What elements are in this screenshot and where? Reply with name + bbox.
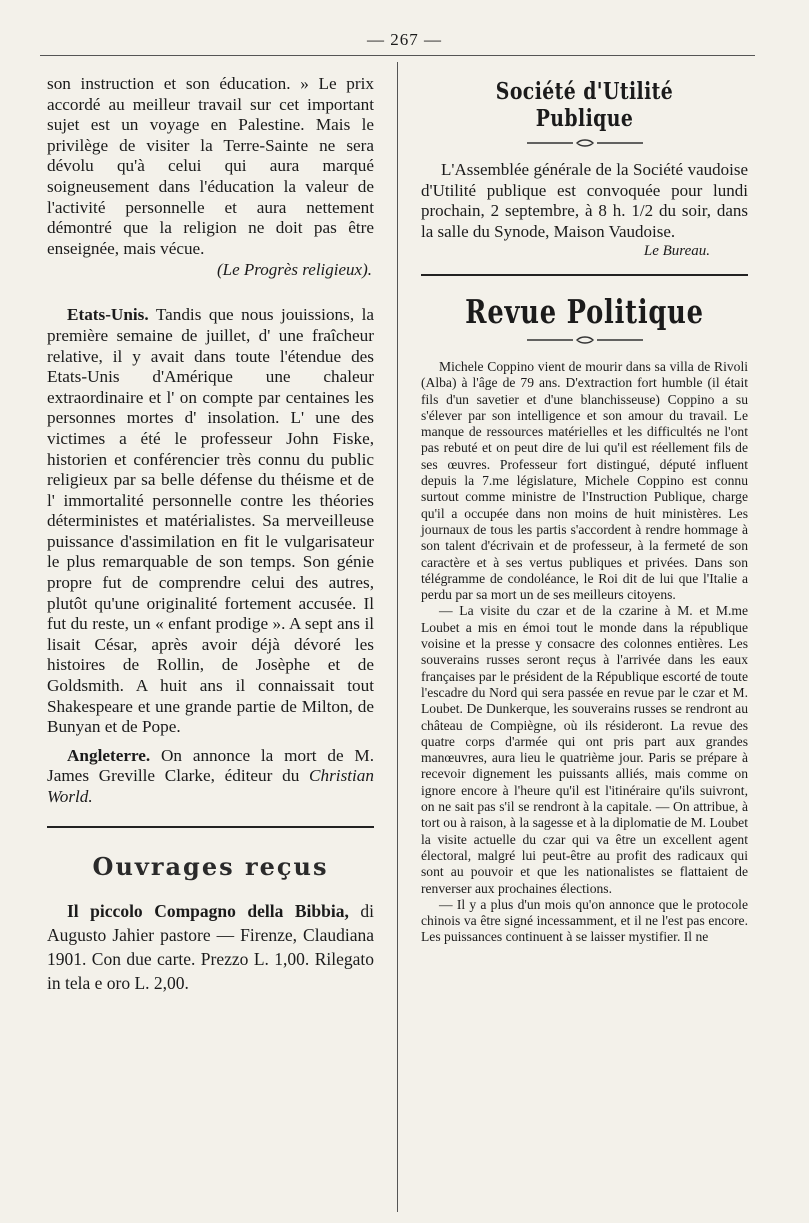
ouvrages-recus-heading: Ouvrages reçus [92,851,329,881]
societe-notice: L'Assemblée générale de la Société vaudoise d'Utilité publique est convoquée pour lundi prochain, 2 septembre, à 8 h. 1/2 du soir, dans la salle du Synode, Maison Vaudoise. [421,160,748,241]
christian-world-title: Christian World. [47,766,374,806]
angleterre-heading: Angleterre. [67,745,151,765]
section-rule [421,274,748,276]
column-divider [397,62,398,1212]
revue-paragraph-czar: — La visite du czar et de la czarine à M. et M.me Loubet a mis en émoi tout le monde dans la république voisine et la presse y consacre des colonnes entières. Les souverains russes seront reçus à l'arrivée dans les eaux françaises par le président de la République escorté de toute l'escadre du Nord qui sera passée en revue par le czar et M. Loubet. De Dunkerque, les souverains russes se rendront au château de Compiègne, où ils résideront. La revue des quatre corps d'armée qui ont pris part aux grandes manœuvres, aura lieu le quatrième jour. Paris se prépare à recevoir dignement les puissants alliés, mais comme on ignore encore à l'heure qu'il est l'itinéraire qu'ils suivront, on ne sait pas s'il se rendront à la capitale. — On attribue, à tort ou à raison, à la sagesse et à la diplomatie de M. Loubet la visite actuelle du czar qui va être un excellent agent électoral, malgré lui peut-être au profit des radicaux qui sont au pouvoir et que les nationalistes se flattaient de renverser aux prochaines élections. [421,603,748,896]
revue-paragraph-chinese-protocol: — Il y a plus d'un mois qu'on annonce que le protocole chinois va être signé incessamment, et il ne l'est pas encore. Les puissances continuent à se laisser mystifier. Il ne [421,896,748,945]
ornamental-swash-icon [525,138,645,148]
ornamental-swash-icon [525,335,645,345]
header-rule [40,55,755,56]
angleterre-paragraph [47,746,374,808]
angleterre-body: On annonce la mort de M. James Greville Clarke, éditeur du [47,745,374,786]
continued-paragraph: son instruction et son éducation. » Le prix accordé au meilleur travail sur cet important sujet est un voyage en Palestine. Mais le privilège de visiter la Terre-Sainte ne sera dévolu qu'à celui qui aura marqué soigneusement dans l'éducation la valeur de l'activité personnelle et aura nettement démontré que la religion ne doit pas être enseignée, mais vécue. [47,74,374,258]
revue-politique-heading: Revue Politique [465,292,704,331]
etats-unis-paragraph [47,305,374,737]
source-attribution: (Le Progrès religieux). [216,260,372,280]
right-column [421,74,748,946]
book-notice [47,899,374,995]
revue-paragraph-coppino: Michele Coppino vient de mourir dans sa villa de Rivoli (Alba) à l'âge de 79 ans. D'extraction fort humble (il était fils d'un savetier et d'une blanchisseuse) Coppino a su s'élever par son intelligence et son amour du travail. Le manque de ressources matérielles et les difficultés ne l'ont pas rebuté et on peut dire de lui qu'il est réellement fils de ses œuvres. Professeur fort distingué, député influent depuis la 7.me législature, Michele Coppino est connu surtout comme ministre de l'Instruction Publique, charge qu'il a occupée dans non moins de huit ministères. Les journaux de tous les partis s'accordent à rendre hommage à son talent d'écrivain et de professeur, à la fermeté de son caractère et à ses vertus publiques et privées. Dans son télégramme de condoléance, le Roi dit de lui que l'Italie a perdu par sa mort un de ses meilleurs citoyens. [421,359,748,603]
etats-unis-heading: Etats-Unis. [67,305,149,325]
left-column [47,74,374,995]
etats-unis-body: Tandis que nous jouissions, la première semaine de juillet, d' une fraîcheur relative, il y avait dans toute l'étendue des Etats-Unis d'Amérique une chaleur extraordinaire et l' on compte par centaines les personnes mortes d' insolation. L' une des victimes a été le professeur John Fiske, historien et conférencier très connu du public religieux par sa belle défense du théisme et de l' immortalité personnelle contre les théories déterministes et matérialistes. Sa merveilleuse puissance d'assimilation en fit le vulgarisateur le plus remarquable de son temps. Son génie propre fut de comprendre celui des autres, plutôt qu'une originalité fortement accusée. Il fut du reste, un « enfant prodige ». A sept ans il lisait César, après avoir déjà dévoré les histoires de Rollin, de Josèphe et de Goldsmith. A huit ans il connaissait tout Shakespeare et une grande partie de Milton, de Bunyan et de Pope. [47,305,374,737]
book-title: Il piccolo Compagno della Bibbia, [67,900,349,921]
societe-heading: Société d'Utilité Publique [495,78,674,132]
book-details: di Augusto Jahier pastore — Firenze, Claudiana 1901. Con due carte. Prezzo L. 1,00. Rilegato in tela e oro L. 2,00. [47,900,374,993]
page-number: — 267 — [367,30,442,49]
societe-signature: Le Bureau. [643,243,710,259]
section-rule [47,826,374,828]
